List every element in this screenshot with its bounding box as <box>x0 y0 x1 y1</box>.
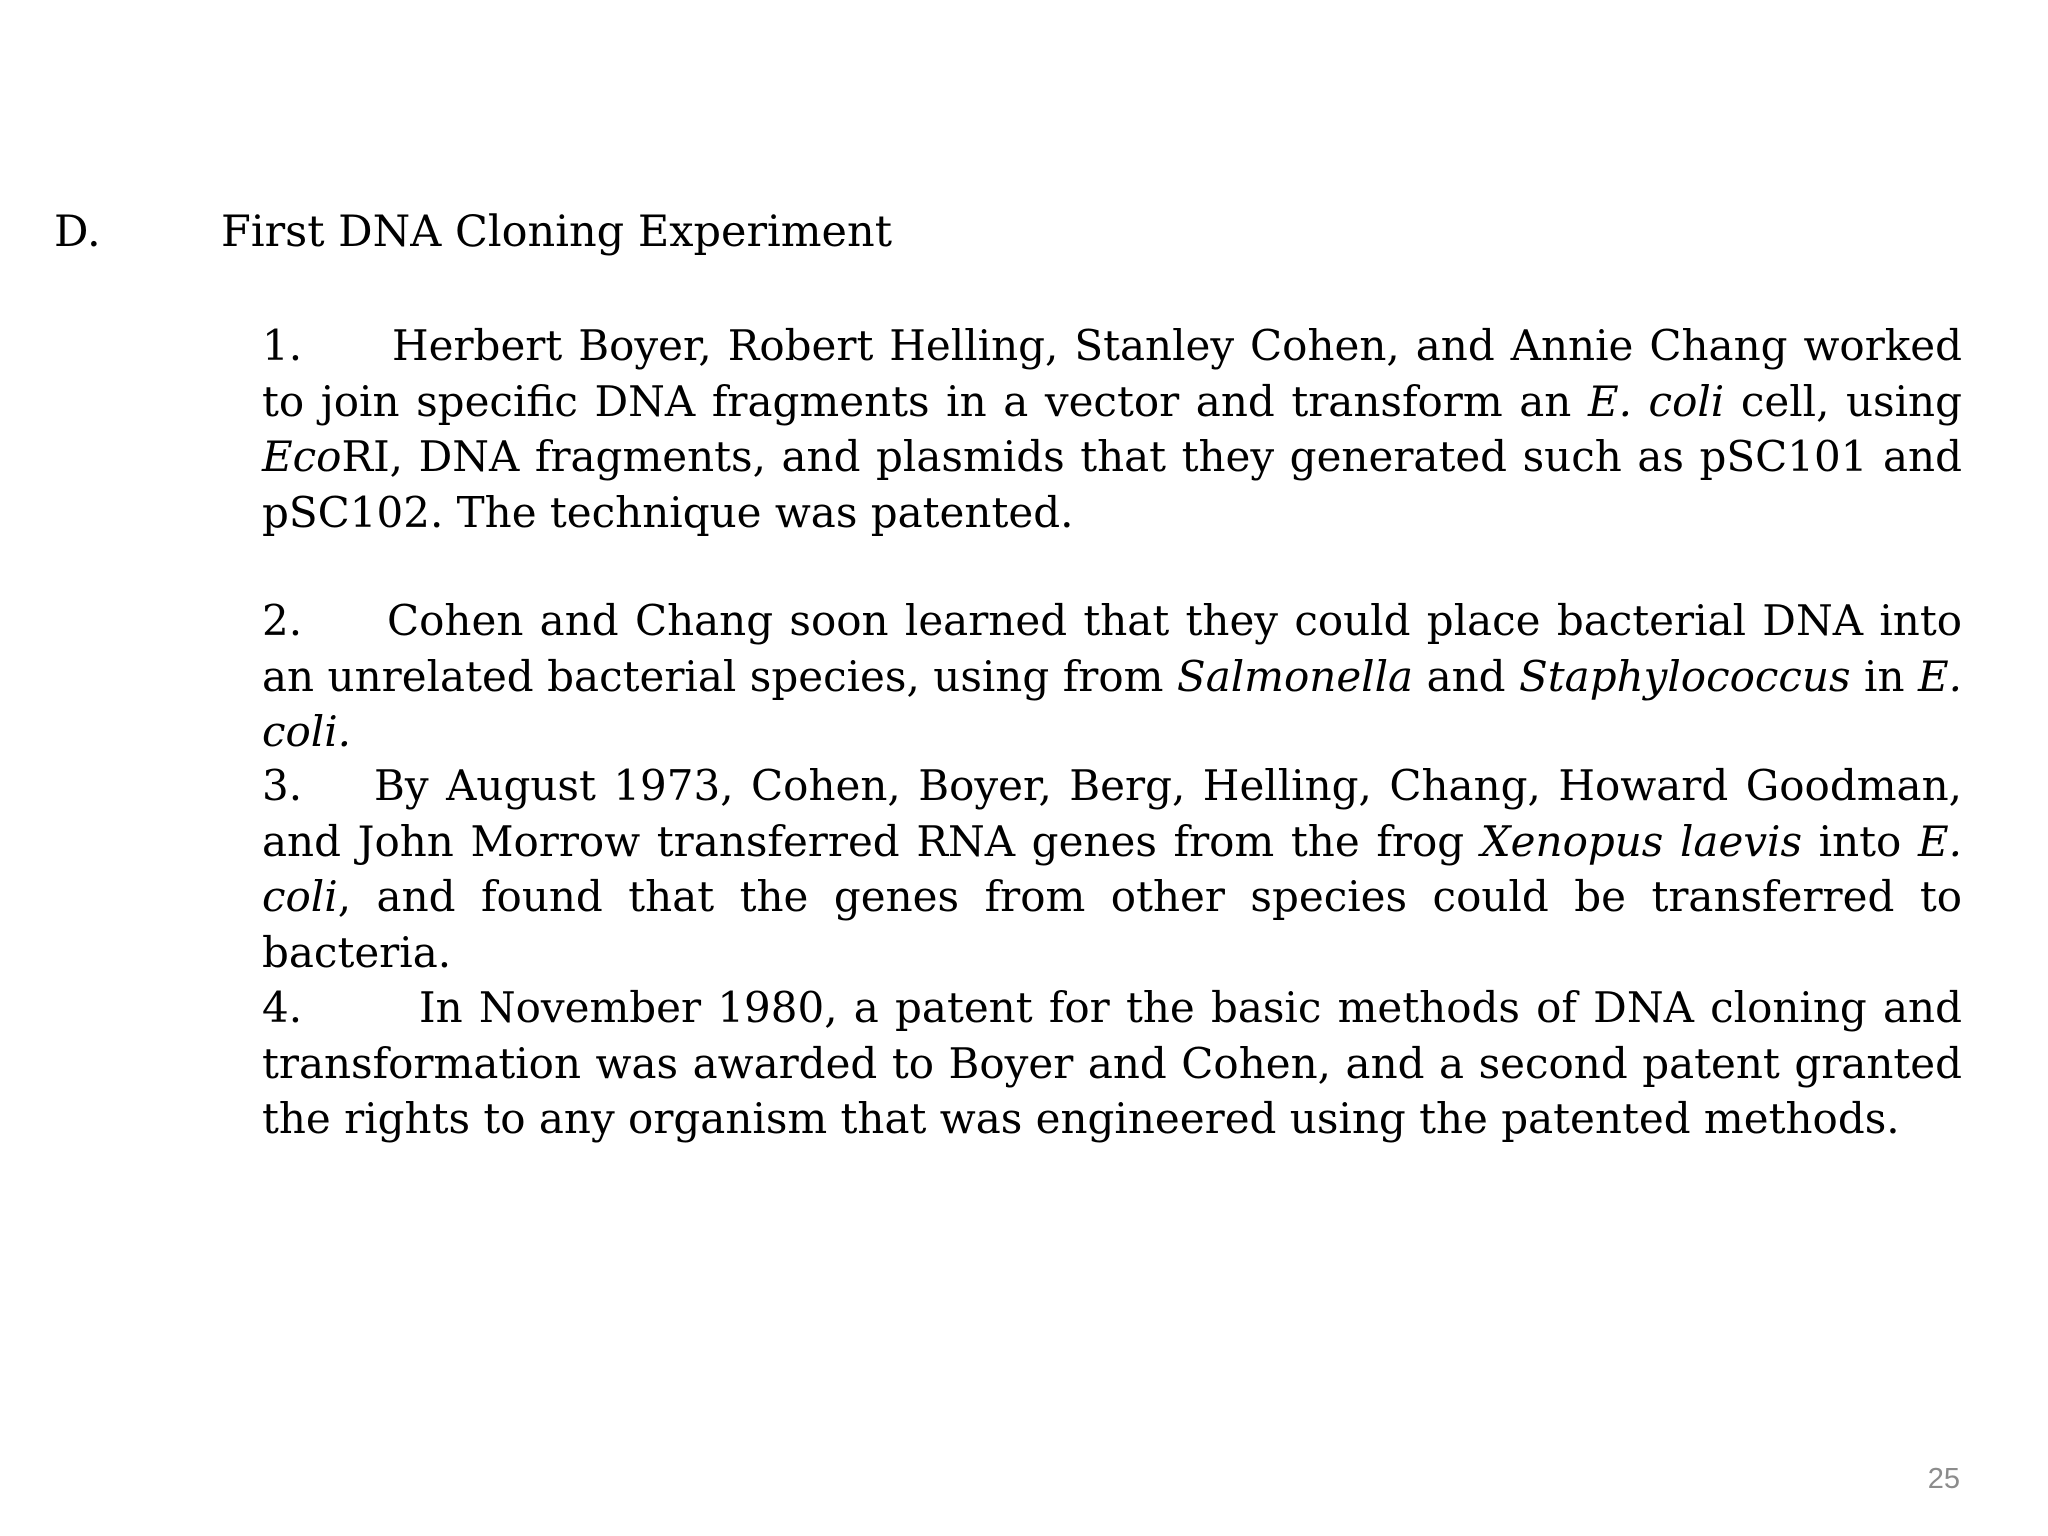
page-number: 25 <box>1927 1463 1960 1495</box>
section-letter: D. <box>54 207 101 257</box>
list-item-text: By August 1973, Cohen, Boyer, Berg, Helling, Chang, Howard Goodman, and John Morrow transferred RNA genes from the frog <box>262 761 1962 866</box>
list-item-4 <box>262 980 1962 1147</box>
list-item-italic-text: E. coli <box>262 816 1962 921</box>
list-item-1 <box>262 318 1962 540</box>
section-title: First DNA Cloning Experiment <box>221 207 892 257</box>
list-item-italic-text: E. coli. <box>262 651 1962 756</box>
list-item-text: Cohen and Chang soon learned that they could place bacterial DNA into an unrelated bacterial species, using from <box>262 596 1962 701</box>
list-item-text: , and found that the genes from other species could be transferred to bacteria. <box>262 872 1962 977</box>
list-item-number: 2. <box>262 596 303 645</box>
list-item-italic-text: E. coli <box>1587 376 1725 426</box>
list-item-text: in <box>1850 651 1918 701</box>
list-item-text: In November 1980, a patent for the basic methods of DNA cloning and transformation was awarded to Boyer and Cohen, and a second patent granted the rights to any organism that was engineered using the patented methods. <box>262 983 1962 1143</box>
list-item-text: Herbert Boyer, Robert Helling, Stanley Cohen, and Annie Chang worked to join specific DNA fragments in a vector and transform an <box>262 321 1962 426</box>
list-item-text: and <box>1413 651 1520 701</box>
list-item-number: 4. <box>262 983 303 1032</box>
list-item-3 <box>262 758 1962 980</box>
list-item-italic-text: Xenopus laevis <box>1480 816 1803 866</box>
list-item-italic-text: Staphylococcus <box>1519 651 1851 701</box>
list-item-italic-text: Salmonella <box>1176 651 1414 701</box>
list-item-text: into <box>1802 816 1918 866</box>
list-item-number: 1. <box>262 321 303 370</box>
list-item-italic-text: Eco <box>262 432 342 481</box>
list-item-text: cell, using <box>1724 376 1962 426</box>
list-item-number: 3. <box>262 761 303 810</box>
list-item-text: RI, DNA fragments, and plasmids that they generated such as pSC101 and pSC102. The technique was patented. <box>262 432 1962 537</box>
list-item-2 <box>262 593 1962 760</box>
